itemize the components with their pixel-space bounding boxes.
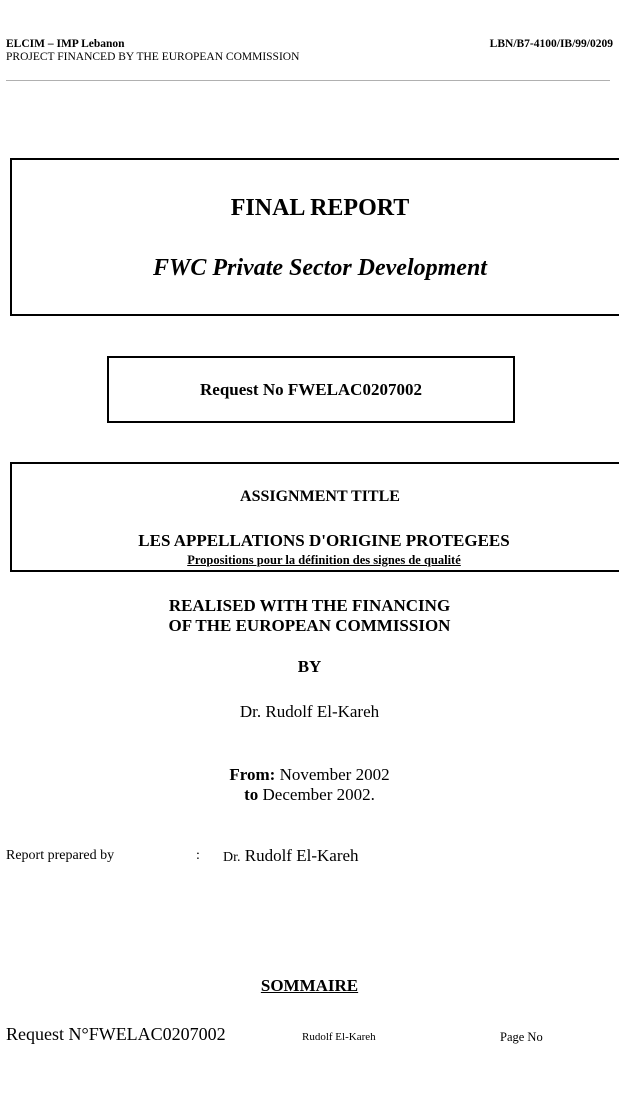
prepared-by-colon: : [196, 848, 200, 863]
header-financed: PROJECT FINANCED BY THE EUROPEAN COMMISSION [6, 51, 300, 63]
prepared-by-name: Rudolf El-Kareh [244, 846, 359, 865]
to-label: to [244, 785, 259, 804]
footer-author: Rudolf El-Kareh [302, 1031, 376, 1043]
header-divider [6, 80, 610, 81]
footer-page: Page No [500, 1030, 543, 1044]
financing-line-2: OF THE EUROPEAN COMMISSION [168, 616, 451, 635]
by-label: BY [297, 657, 322, 676]
financing-line-1: REALISED WITH THE FINANCING [168, 596, 451, 615]
prepared-by-value [223, 846, 359, 866]
header-left [6, 38, 299, 64]
report-title: FINAL REPORT [230, 195, 410, 221]
assignment-subtitle: Propositions pour la définition des signes de qualité [187, 553, 461, 567]
report-subtitle: FWC Private Sector Development [153, 255, 487, 281]
financing-statement [0, 596, 619, 636]
to-value: December 2002. [262, 785, 375, 804]
request-number: Request No FWELAC0207002 [200, 380, 422, 399]
assignment-heading: ASSIGNMENT TITLE [240, 488, 400, 505]
from-value: November 2002 [279, 765, 390, 784]
header-reference: LBN/B7-4100/IB/99/0209 [489, 38, 613, 50]
period-from [0, 765, 619, 785]
assignment-title: LES APPELLATIONS D'ORIGINE PROTEGEES [138, 531, 510, 550]
from-label: From: [229, 765, 276, 784]
author-name: Dr. Rudolf El-Kareh [239, 702, 380, 721]
period-to [0, 785, 619, 805]
prepared-by-prefix: Dr. [223, 850, 241, 865]
title-box [10, 158, 619, 316]
report-period [0, 765, 619, 805]
footer-request: Request N°FWELAC0207002 [6, 1024, 226, 1044]
prepared-by-label: Report prepared by [6, 848, 115, 863]
header-org: ELCIM – IMP Lebanon [6, 38, 125, 50]
sommaire-heading: SOMMAIRE [260, 976, 359, 995]
